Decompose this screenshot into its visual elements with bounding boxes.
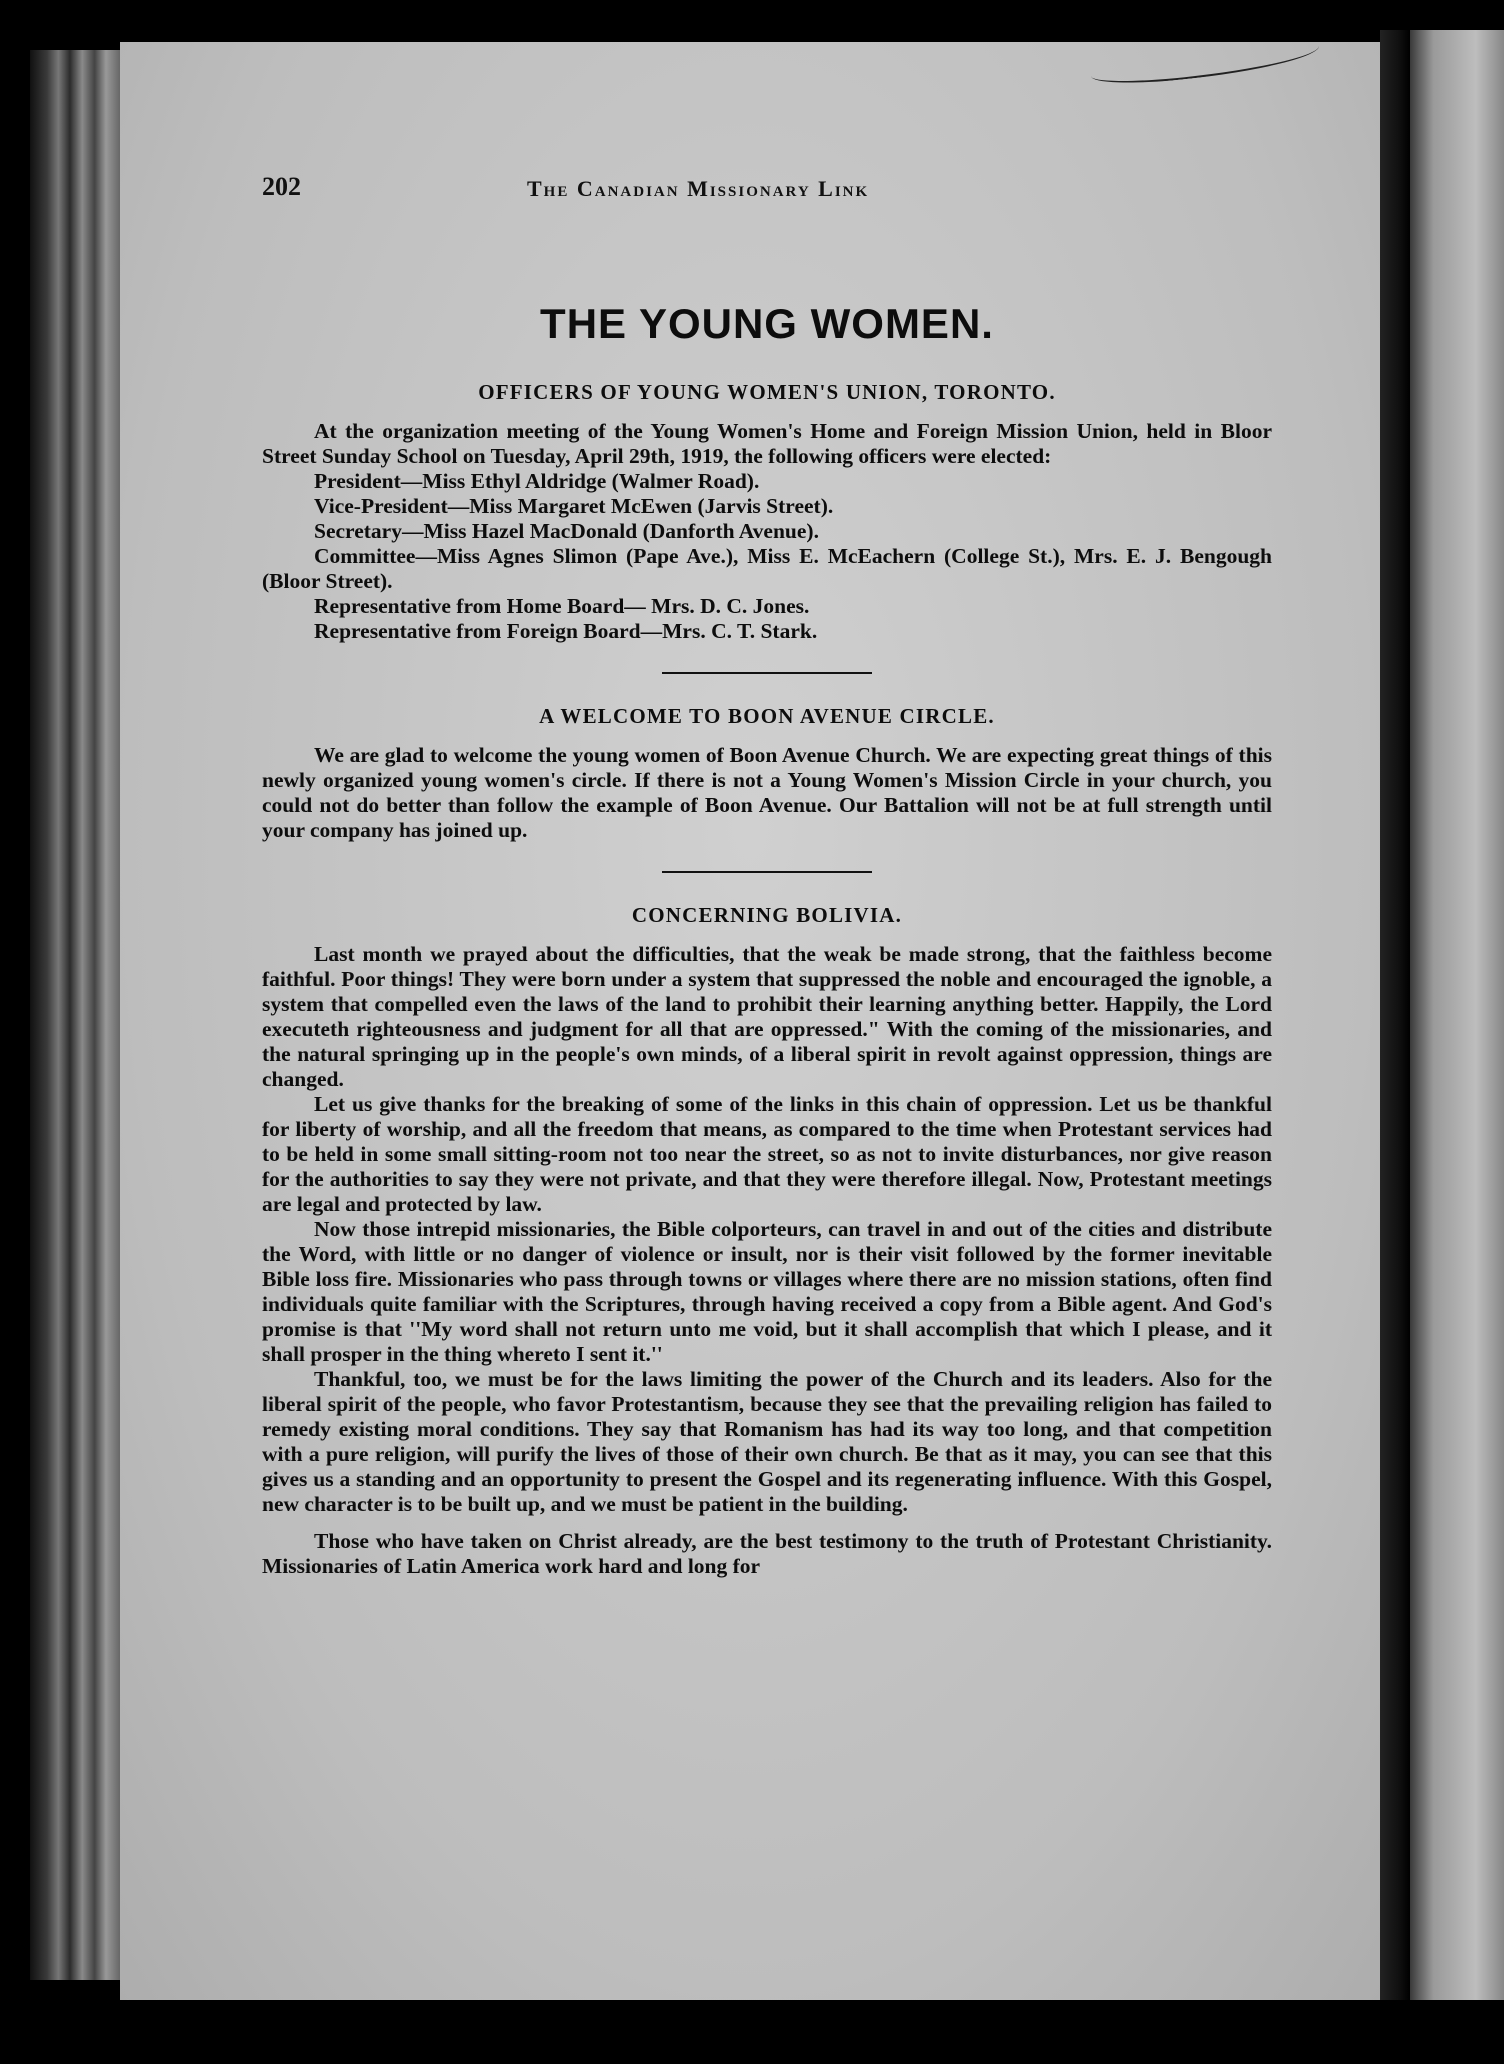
paragraph-gap bbox=[262, 1517, 1272, 1529]
section-divider bbox=[662, 672, 872, 674]
page-title: THE YOUNG WOMEN. bbox=[540, 300, 994, 347]
bolivia-paragraph: Last month we prayed about the difficulties, that the weak be made strong, that the faithless become faithful. Poor things! They were born under a system that suppressed the noble and encouraged the ignoble, a system that compelled even the laws of the land to prohibit their learning anything better. Happily, the Lord executeth righteousness and judgment for all that are oppressed." With the coming of the missionaries, and the natural springing up in the people's own minds, of a liberal spirit in revolt against oppression, things are changed. bbox=[262, 942, 1272, 1091]
officer-home-board-rep: Representative from Home Board— Mrs. D. C. Jones. bbox=[314, 594, 810, 618]
page-number: 202 bbox=[262, 172, 301, 201]
welcome-section bbox=[262, 704, 1272, 843]
officer-president: President—Miss Ethyl Aldridge (Walmer Road). bbox=[314, 469, 760, 493]
binding-gutter bbox=[1380, 30, 1410, 2020]
welcome-heading: A WELCOME TO BOON AVENUE CIRCLE. bbox=[539, 704, 995, 728]
bolivia-paragraph: Now those intrepid missionaries, the Bible colporteurs, can travel in and out of the cities and distribute the Word, with little or no danger of violence or insult, nor is their visit followed by the former inevitable Bible loss fire. Missionaries who pass through towns or villages where there are no mission stations, often find individuals quite familiar with the Scriptures, through having received a copy from a Bible agent. And God's promise is that ''My word shall not return unto me void, but it shall accomplish that which I please, and it shall prosper in the thing whereto I sent it.'' bbox=[262, 1217, 1272, 1366]
bolivia-paragraph: Let us give thanks for the breaking of some of the links in this chain of oppression. Let us be thankful for liberty of worship, and all the freedom that means, as compared to the time when Protestant services had to be held in some small sitting-room not too near the street, so as not to invite disturbances, nor give reason for the authorities to say they were not private, and that they were therefore illegal. Now, Protestant meetings are legal and protected by law. bbox=[262, 1092, 1272, 1216]
facing-page-edge bbox=[1410, 30, 1504, 2020]
page-stack-edge bbox=[30, 50, 125, 1980]
scan-bottom-border bbox=[0, 2000, 1504, 2064]
journal-title: The Canadian Missionary Link bbox=[527, 176, 870, 201]
officer-committee: Committee—Miss Agnes Slimon (Pape Ave.), Miss E. McEachern (College St.), Mrs. E. J. Bengough (Bloor Street). bbox=[262, 544, 1272, 593]
bolivia-paragraph: Thankful, too, we must be for the laws limiting the power of the Church and its leaders. Also for the liberal spirit of the people, who favor Protestantism, because they see that the prevailing religion has failed to remedy existing moral conditions. They say that Romanism has had its way too long, and that competition with a pure religion, will purify the lives of those of their own church. Be that as it may, you can see that this gives us a standing and an opportunity to present the Gospel and its regenerating influence. With this Gospel, new character is to be built up, and we must be patient in the building. bbox=[262, 1367, 1272, 1516]
bolivia-heading: CONCERNING BOLIVIA. bbox=[631, 903, 903, 927]
bolivia-paragraph: Those who have taken on Christ already, are the best testimony to the truth of Protestant Christianity. Missionaries of Latin America work hard and long for bbox=[262, 1529, 1272, 1578]
officers-intro: At the organization meeting of the Young Women's Home and Foreign Mission Union, held in Bloor Street Sunday School on Tuesday, April 29th, 1919, the following officers were elected: bbox=[262, 419, 1272, 468]
officer-vice-president: Vice-President—Miss Margaret McEwen (Jarvis Street). bbox=[314, 494, 834, 518]
bolivia-section bbox=[262, 903, 1272, 1579]
officers-section bbox=[262, 380, 1272, 644]
section-divider bbox=[662, 871, 872, 873]
officer-secretary: Secretary—Miss Hazel MacDonald (Danforth Avenue). bbox=[314, 519, 819, 543]
officers-heading: OFFICERS OF YOUNG WOMEN'S UNION, TORONTO. bbox=[478, 380, 1056, 404]
officer-foreign-board-rep: Representative from Foreign Board—Mrs. C. T. Stark. bbox=[314, 619, 818, 643]
welcome-paragraph: We are glad to welcome the young women of Boon Avenue Church. We are expecting great things of this newly organized young women's circle. If there is not a Young Women's Mission Circle in your church, you could not do better than follow the example of Boon Avenue. Our Battalion will not be at full strength until your company has joined up. bbox=[262, 743, 1272, 842]
article-content bbox=[262, 300, 1272, 1579]
running-head bbox=[262, 172, 1272, 212]
